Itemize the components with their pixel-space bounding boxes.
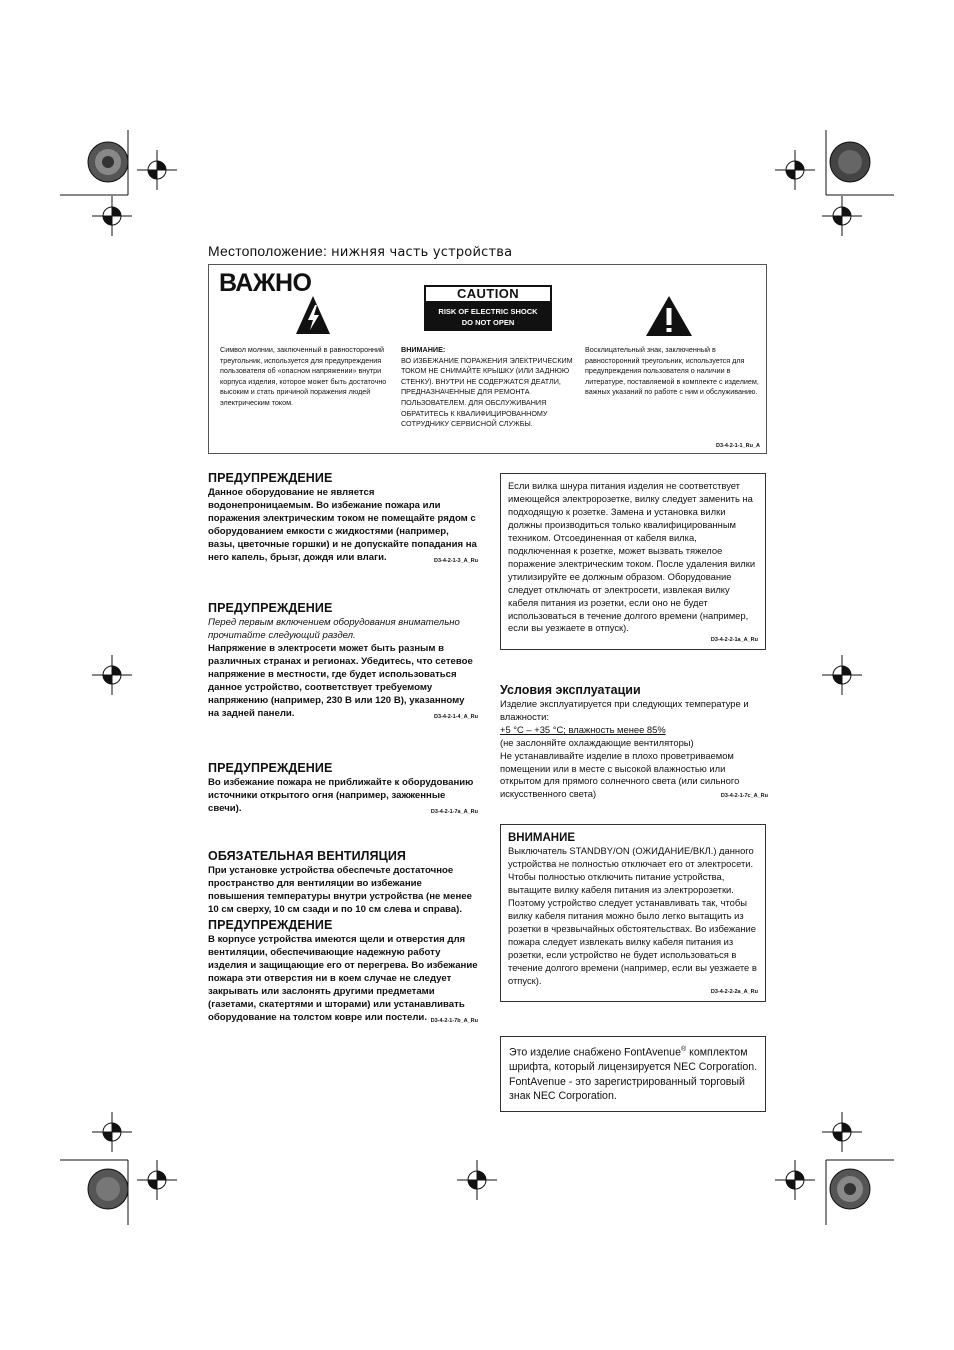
doc-code: D3-4-2-2-2a_A_Ru bbox=[710, 989, 758, 996]
color-wheel-icon bbox=[828, 140, 872, 184]
registration-mark-icon bbox=[137, 150, 177, 190]
registration-mark-icon bbox=[457, 1160, 497, 1200]
registration-mark-icon bbox=[92, 1112, 132, 1152]
font-notice-part1: Это изделие снабжено FontAvenue bbox=[509, 1046, 681, 1059]
font-notice-box bbox=[500, 1036, 766, 1112]
ventilation-title: ОБЯЗАТЕЛЬНАЯ ВЕНТИЛЯЦИЯ bbox=[208, 849, 407, 863]
lightning-warning-icon bbox=[295, 295, 331, 335]
conditions-body-wrap bbox=[500, 750, 768, 802]
ventilation-section bbox=[208, 849, 478, 1028]
important-title: ВАЖНО bbox=[219, 269, 312, 297]
warning-title: ПРЕДУПРЕЖДЕНИЕ bbox=[208, 471, 333, 485]
middle-warning bbox=[401, 345, 581, 430]
warning-voltage bbox=[208, 601, 478, 724]
caution-line2: DO NOT OPEN bbox=[461, 318, 515, 327]
conditions-note: (не заслоняйте охлаждающие вентиляторы) bbox=[500, 736, 694, 748]
warning-body-wrap bbox=[208, 486, 478, 564]
warning-body: Данное оборудование не является водонепроницаемым. Во избежание пожара или поражения электрическим током не помещайте рядом с оборудованием емкости с жидкостями (например, вазы, цветочные горшки) и не допускайте попадания на него капель, брызг, дождя или влаги. bbox=[208, 487, 477, 563]
warning-title: ПРЕДУПРЕЖДЕНИЕ bbox=[208, 761, 333, 775]
doc-code: D3-4-2-1-7a_A_Ru bbox=[430, 809, 478, 815]
conditions-title: Условия эксплуатации bbox=[500, 683, 641, 697]
middle-warning-title: ВНИМАНИЕ: bbox=[401, 345, 446, 354]
color-wheel-icon bbox=[828, 1167, 872, 1211]
doc-code: D3-4-2-1-4_A_Ru bbox=[433, 714, 478, 720]
registration-mark-icon bbox=[92, 655, 132, 695]
doc-code: D3-4-2-1-3_A_Ru bbox=[433, 558, 478, 564]
doc-code: D3-4-2-1-7c_A_Ru bbox=[720, 793, 768, 800]
caution-heading: CAUTION bbox=[424, 285, 552, 303]
color-wheel-icon bbox=[86, 1167, 130, 1211]
warning-title: ПРЕДУПРЕЖДЕНИЕ bbox=[208, 918, 333, 932]
warning-intro: Перед первым включением оборудования внимательно прочитайте следующий раздел. bbox=[208, 617, 460, 641]
registration-mark-icon bbox=[92, 196, 132, 236]
attention-box bbox=[500, 824, 766, 1002]
font-notice-text bbox=[509, 1043, 758, 1104]
caution-label bbox=[424, 285, 552, 331]
important-code: D3-4-2-1-1_Ru_A bbox=[715, 443, 760, 449]
location-label: Местоположение: bbox=[208, 243, 328, 259]
exclamation-description: Восклицательный знак, заключенный в равносторонний треугольник, используется для предупреждения пользователя о наличии в литературе, поставляемой в комплекте с изделием, важных указаний по работе с ним и обслуживанию. bbox=[585, 345, 759, 397]
font-notice-part2: комплектом шрифта, который лицензируется NEC Corporation. FontAvenue - это зарегистрированный торговый знак NEC Corporation. bbox=[509, 1046, 758, 1103]
registration-mark-icon bbox=[822, 655, 862, 695]
location-value: нижняя часть устройства bbox=[331, 245, 513, 260]
operating-conditions bbox=[500, 683, 768, 803]
doc-code: D3-4-2-2-1a_A_Ru bbox=[710, 637, 758, 644]
warning-body-wrap bbox=[208, 642, 478, 720]
warning-body: Во избежание пожара не приближайте к оборудованию источники открытого огня (например, зажженные свечи). bbox=[208, 777, 474, 814]
conditions-body: Не устанавливайте изделие в плохо проветриваемом помещении или в месте с высокой влажностью или открытом для прямого солнечного света (или сильного искусственного света) bbox=[500, 749, 740, 800]
registration-mark-icon bbox=[775, 1160, 815, 1200]
registration-mark-icon bbox=[137, 1160, 177, 1200]
registration-mark-icon bbox=[822, 196, 862, 236]
caution-line1: RISK OF ELECTRIC SHOCK bbox=[438, 307, 538, 316]
middle-warning-text: ВО ИЗБЕЖАНИЕ ПОРАЖЕНИЯ ЭЛЕКТРИЧЕСКИМ ТОКОМ НЕ СНИМАЙТЕ КРЫШКУ (ИЛИ ЗАДНЮЮ СТЕНКУ). ВНУТРИ НЕ СОДЕРЖАТСЯ ДЕАТЛИ, ПРЕДНАЗНАЧЕННЫЕ ДЛЯ РЕМОНТА ПОЛЬЗОВАТЕЛЕМ. ДЛЯ ОБСЛУЖИВАНИЯ ОБРАТИТЕСЬ К КВАЛИФИЦИРОВАННОМУ СОТРУДНИКУ СЕРВИСНОЙ СЛУЖБЫ. bbox=[401, 355, 573, 429]
doc-code: D3-4-2-1-7b_A_Ru bbox=[430, 1018, 478, 1024]
warning-body: В корпусе устройства имеются щели и отверстия для вентиляции, обеспечивающие надежную работу изделия и защищающие его от перегрева. Во избежание пожара эти отверстия ни в коем случае не следует закрывать или заслонять другими предметами (газетами, скатертями и шторами) или устанавливать оборудование на толстом ковре или постели. bbox=[208, 934, 478, 1023]
caution-subtext bbox=[424, 303, 552, 331]
warning-water bbox=[208, 471, 478, 568]
color-wheel-icon bbox=[86, 140, 130, 184]
warning-body-wrap bbox=[208, 933, 478, 1024]
warning-body-wrap bbox=[208, 776, 478, 815]
warning-body: Напряжение в электросети может быть разным в различных странах и регионах. Убедитесь, что сетевое напряжение в местности, где будет использоваться данное устройство, соответствует требуемому напряжению (например, 230 В или 120 В), указанному на задней панели. bbox=[208, 643, 473, 719]
registration-mark-icon bbox=[822, 1112, 862, 1152]
plug-notice-text: Если вилка шнура питания изделия не соответствует имеющейся электророзетке, вилку следует заменить на подходящую к розетке. Замена и установка вилки должны производиться только квалифицированным техником. Отсоединенная от кабеля вилка, подключенная к розетке, может вызвать тяжелое поражение электрическим током. После удаления вилки утилизируйте ее должным образом. Оборудование следует отключать от электросети, извлекая вилку кабеля питания из розетки, если оно не будет использоваться в течение долгого времени (например, если вы уезжаете в отпуск). bbox=[508, 480, 756, 634]
attention-text: Выключатель STANDBY/ON (ОЖИДАНИЕ/ВКЛ.) данного устройства не полностью отключает его от электросети. Чтобы полностью отключить питание устройства, вытащите вилку кабеля питания из электророзетки. Поэтому устройство следует устанавливать так, чтобы вилку кабеля питания можно было легко вытащить из розетки в чрезвычайных обстоятельствах. Во избежание пожара следует извлекать вилку кабеля питания из розетки, если устройство не будет использоваться в течение долгого времени (например, если вы уезжаете в отпуск). bbox=[508, 845, 757, 986]
registration-mark-icon bbox=[775, 150, 815, 190]
registered-mark: ® bbox=[680, 1046, 687, 1053]
important-box bbox=[208, 264, 767, 454]
warning-title: ПРЕДУПРЕЖДЕНИЕ bbox=[208, 601, 333, 615]
ventilation-body: При установке устройства обеспечьте достаточное пространство для вентиляции во избежание повышения температуры внутри устройства (не менее 10 см сверху, 10 см сзади и по 10 см слева и справа). bbox=[208, 865, 472, 915]
location-line bbox=[208, 243, 512, 260]
attention-title: ВНИМАНИЕ bbox=[508, 832, 576, 844]
lightning-description: Символ молнии, заключенный в равносторонний треугольник, используется для предупреждения пользователя об «опасном напряжении» внутри корпуса изделия, которое может быть достаточно высоким и стать причиной поражения людей электрическим током. bbox=[220, 345, 387, 407]
warning-fire bbox=[208, 761, 478, 819]
plug-notice-box bbox=[500, 473, 766, 650]
exclamation-warning-icon bbox=[645, 295, 693, 337]
conditions-intro: Изделие эксплуатируется при следующих температуре и влажности: bbox=[500, 698, 749, 722]
conditions-range: +5 °C – +35 °C; влажность менее 85% bbox=[500, 723, 666, 735]
